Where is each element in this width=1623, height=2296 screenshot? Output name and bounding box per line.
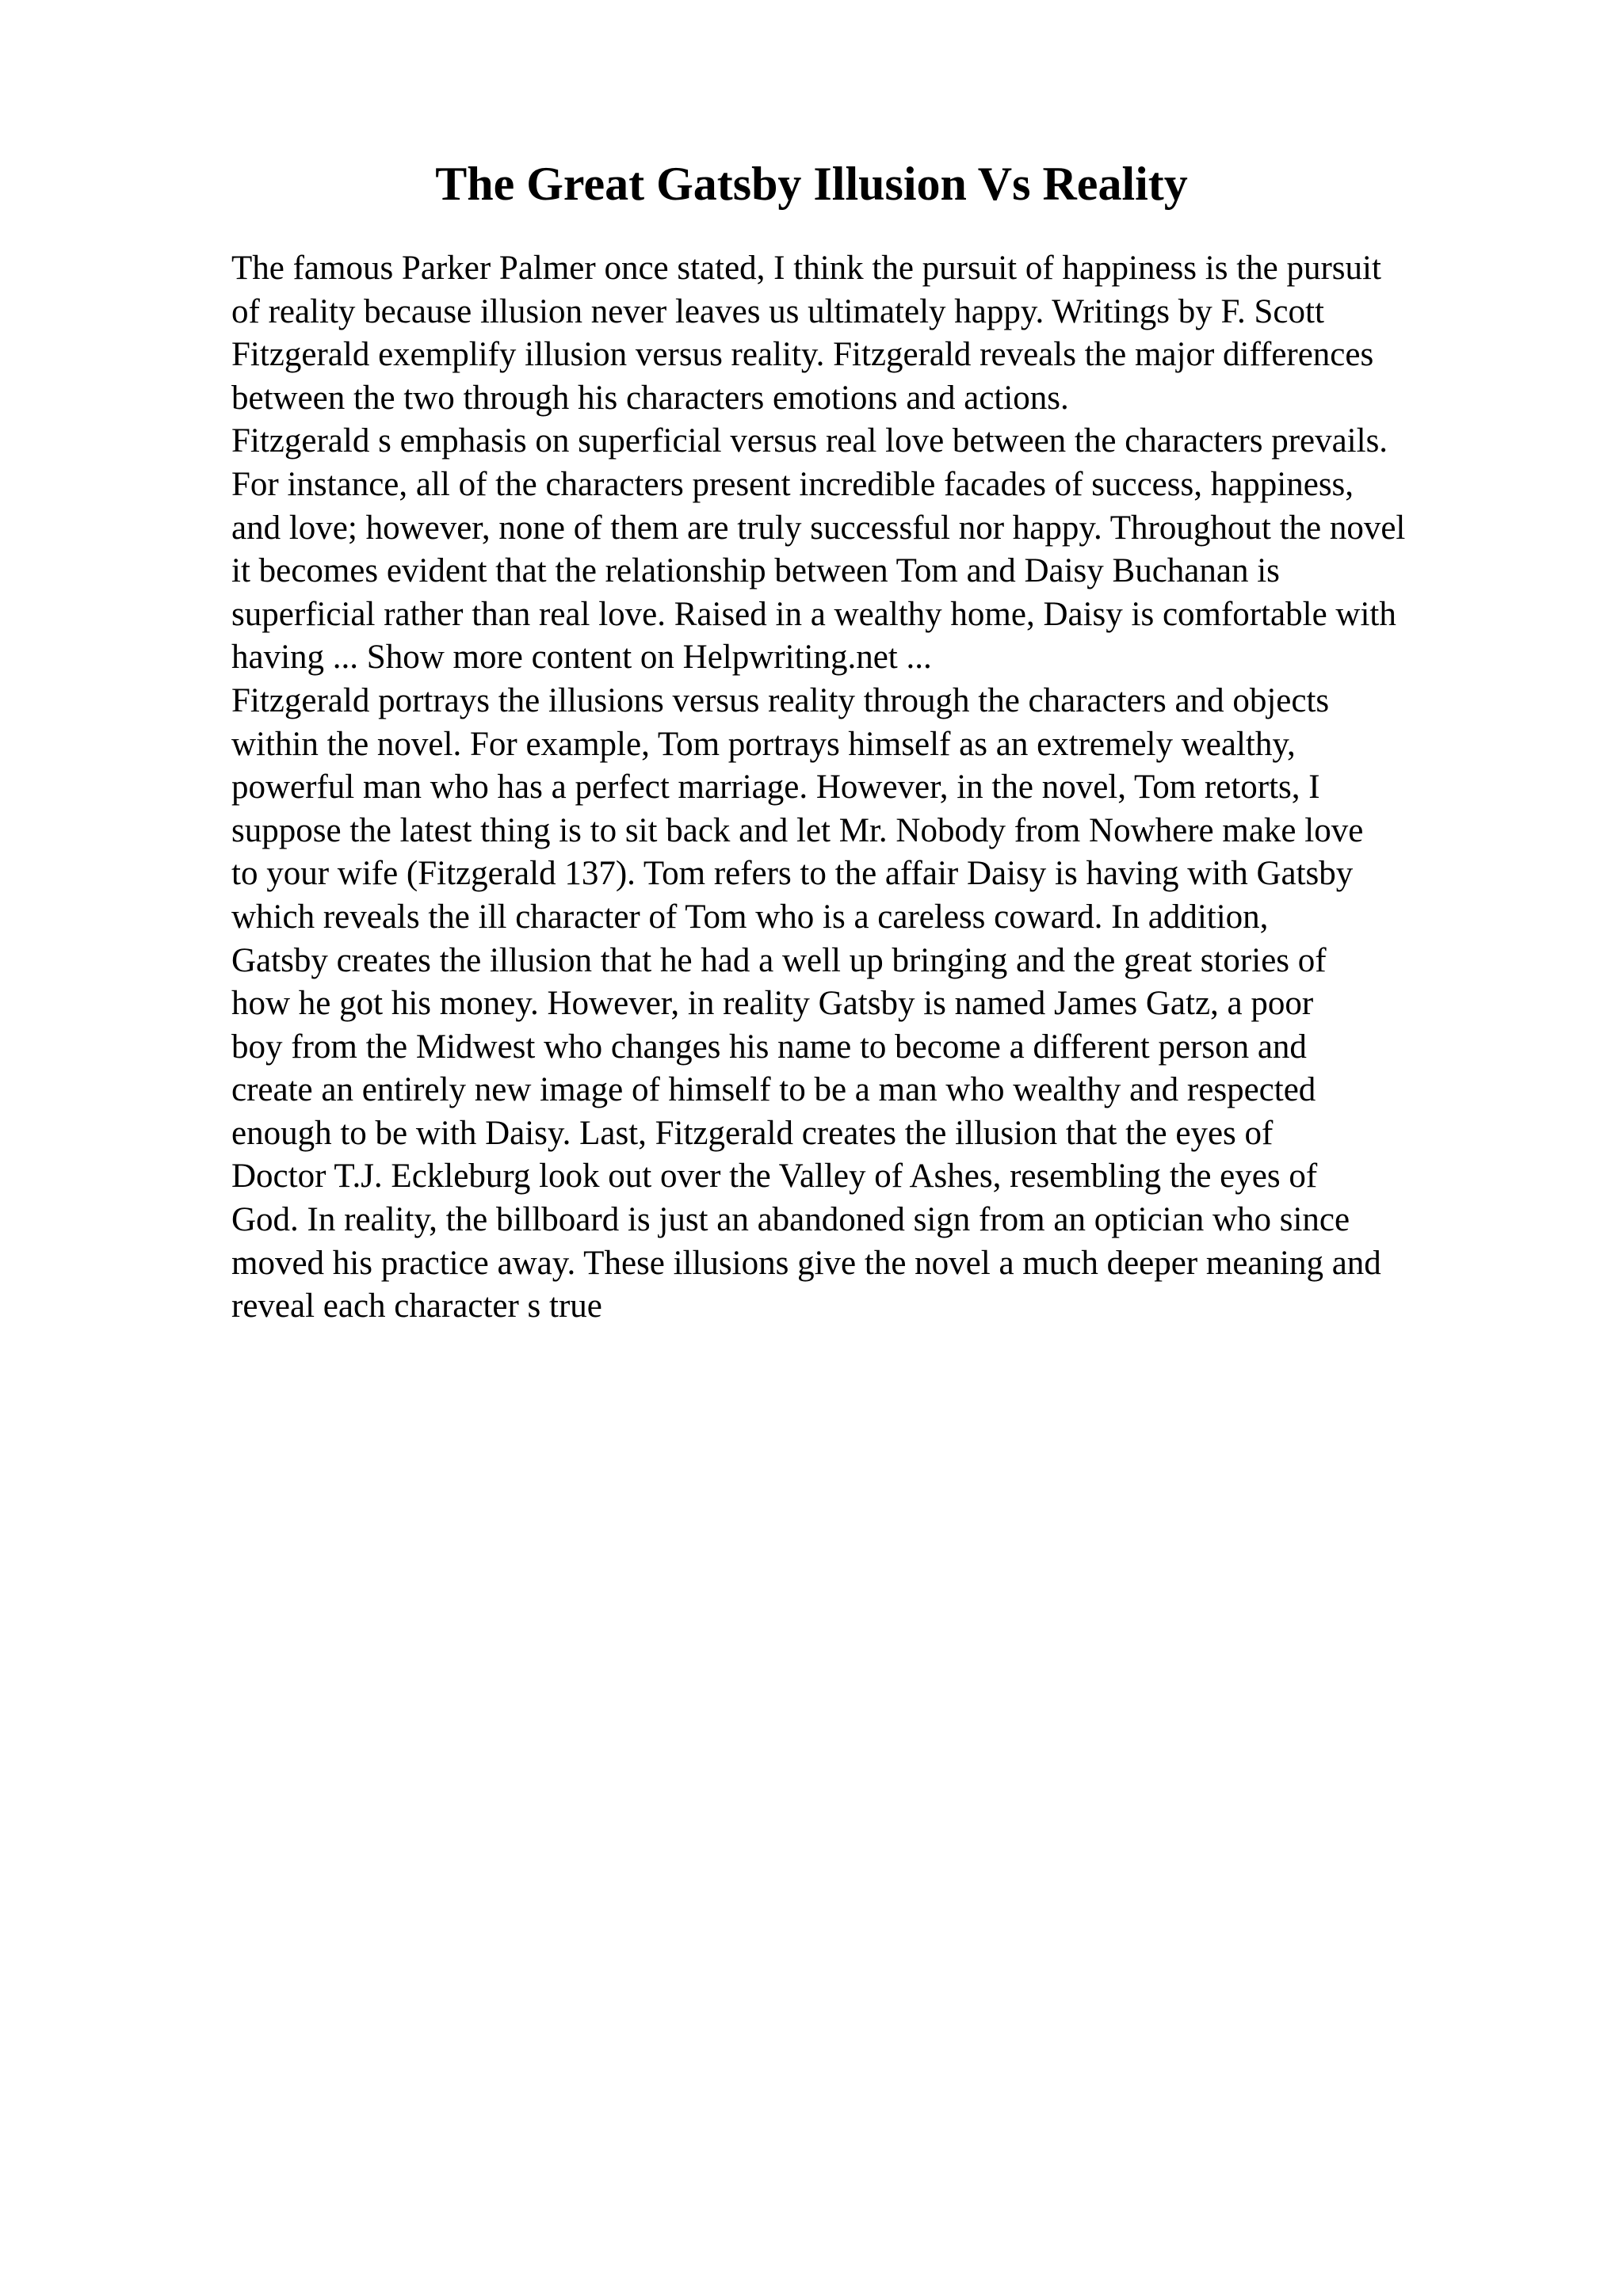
body-line: to your wife (Fitzgerald 137). Tom refers to the affair Daisy is having with Gatsby bbox=[231, 855, 1354, 893]
document-body bbox=[231, 247, 1531, 1329]
body-line: Fitzgerald exemplify illusion versus reality. Fitzgerald reveals the major differences bbox=[231, 336, 1374, 374]
body-line: it becomes evident that the relationship between Tom and Daisy Buchanan is bbox=[231, 552, 1280, 590]
body-line: God. In reality, the billboard is just an abandoned sign from an optician who since bbox=[231, 1201, 1350, 1239]
body-line: create an entirely new image of himself to be a man who wealthy and respected bbox=[231, 1071, 1316, 1109]
body-line: having ... Show more content on Helpwriting.net ... bbox=[231, 639, 932, 677]
body-line: boy from the Midwest who changes his name to become a different person and bbox=[231, 1028, 1307, 1066]
body-line: within the novel. For example, Tom portrays himself as an extremely wealthy, bbox=[231, 725, 1296, 763]
body-line: superficial rather than real love. Raised in a wealthy home, Daisy is comfortable with bbox=[231, 595, 1396, 633]
body-line: powerful man who has a perfect marriage. However, in the novel, Tom retorts, I bbox=[231, 769, 1320, 807]
body-line: The famous Parker Palmer once stated, I think the pursuit of happiness is the pursuit bbox=[231, 250, 1381, 287]
body-line: Doctor T.J. Eckleburg look out over the Valley of Ashes, resembling the eyes of bbox=[231, 1158, 1318, 1196]
body-line: of reality because illusion never leaves us ultimately happy. Writings by F. Scott bbox=[231, 292, 1324, 330]
body-line: between the two through his characters emotions and actions. bbox=[231, 379, 1069, 417]
body-line: Gatsby creates the illusion that he had a well up bringing and the great stories of bbox=[231, 941, 1327, 979]
body-line: enough to be with Daisy. Last, Fitzgerald creates the illusion that the eyes of bbox=[231, 1114, 1274, 1152]
body-line: moved his practice away. These illusions give the novel a much deeper meaning and bbox=[231, 1244, 1381, 1282]
body-line: Fitzgerald portrays the illusions versus reality through the characters and objects bbox=[231, 681, 1330, 719]
body-line: which reveals the ill character of Tom who is a careless coward. In addition, bbox=[231, 898, 1269, 936]
body-line: reveal each character s true bbox=[231, 1287, 602, 1325]
body-line: Fitzgerald s emphasis on superficial versus real love between the characters prevails. bbox=[231, 422, 1388, 460]
body-line: and love; however, none of them are truly successful nor happy. Throughout the novel bbox=[231, 509, 1406, 547]
document-title: The Great Gatsby Illusion Vs Reality bbox=[435, 158, 1188, 210]
body-line: how he got his money. However, in reality Gatsby is named James Gatz, a poor bbox=[231, 985, 1314, 1023]
body-line: suppose the latest thing is to sit back and let Mr. Nobody from Nowhere make love bbox=[231, 811, 1364, 849]
body-line: For instance, all of the characters present incredible facades of success, happiness, bbox=[231, 465, 1354, 503]
